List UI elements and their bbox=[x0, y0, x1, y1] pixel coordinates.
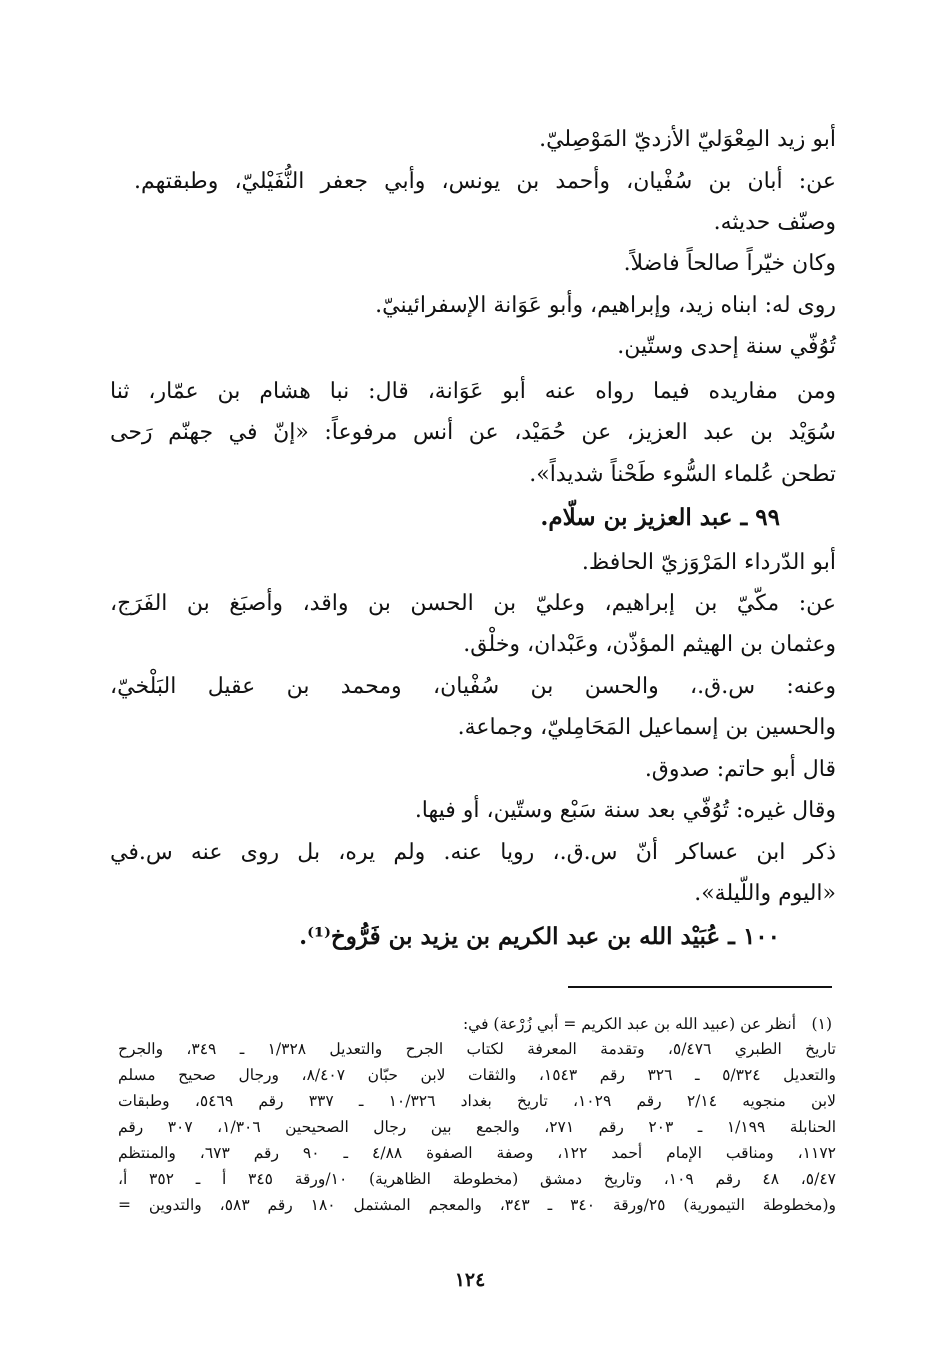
entry-heading: ٩٩ ـ عبد العزيز بن سلّام. bbox=[540, 504, 780, 531]
footnote-line: والتعديل ٥/٣٢٤ ـ ٣٢٦ رقم ١٥٤٣، والثقات لابن حبّان ٨/٤٠٧، ورجال صحيح مسلم bbox=[118, 1066, 836, 1084]
text-line: «اليوم واللّيلة». bbox=[694, 881, 836, 906]
footnote-line: أنظر عن (عبيد الله بن عبد الكريم = أبي زُرْعة) في: bbox=[462, 1015, 796, 1033]
entry-heading: ١٠٠ ـ عُبَيْد الله بن عبد الكريم بن يزيد بن فَرُّوخ⁽¹⁾. bbox=[299, 923, 780, 950]
footnote-line: و(مخطوطة التيمورية) ٢٥/ورقة ٣٤٠ ـ ٣٤٣، والمعجم المشتمل ١٨٠ رقم ٥٨٣، والتدوين = bbox=[118, 1196, 836, 1214]
text-line: ومن مفاريده فيما رواه عنه أبو عَوَانة، قال: نبا هشام بن عمّار، ثنا bbox=[110, 379, 836, 404]
text-line: تُوُفّي سنة إحدى وستّين. bbox=[617, 334, 836, 359]
text-line: أبو الدّرداء المَرْوَزيّ الحافظ. bbox=[581, 550, 836, 575]
text-line: والحسين بن إسماعيل المَحَامِليّ، وجماعة. bbox=[457, 715, 836, 740]
text-line: وكان خيّراً صالحاً فاضلاً. bbox=[623, 251, 836, 276]
text-line: وعنه: س.ق.، والحسن بن سُفْيان، ومحمد بن عقيل البَلْخيّ، bbox=[110, 674, 836, 699]
footnote-line: ٥/٤٧، ٤٨ رقم ١٠٩، وتاريخ دمشق (مخطوطة الظاهرية) ١٠/ورقة ٣٤٥ أ ـ ٣٥٢ أ، bbox=[118, 1170, 836, 1188]
text-line: أبو زيد المِعْوَليّ الأزديّ المَوْصِليّ. bbox=[539, 127, 836, 152]
footnote-line: تاريخ الطبري ٥/٤٧٦، وتقدمة المعرفة لكتاب الجرح والتعديل ١/٣٢٨ ـ ٣٤٩، والجرح bbox=[118, 1040, 836, 1058]
text-line: وقال غيره: تُوُفّي بعد سنة سَبْع وستّين، أو فيها. bbox=[414, 798, 836, 823]
footnote-rule bbox=[568, 986, 832, 988]
text-line: عن: أبان بن سُفْيان، وأحمد بن يونس، وأبي جعفر النُّفَيْليّ، وطبقتهم. bbox=[134, 169, 836, 194]
text-line: وصنّف حديثه. bbox=[713, 210, 836, 235]
text-line: روى له: ابناه زيد، وإبراهيم، وأبو عَوَانة الإسفرائينيّ. bbox=[375, 293, 836, 318]
text-line: سُوَيْد بن عبد العزيز، عن حُمَيْد، عن أنس مرفوعاً: «إنّ في جهنّم رَحى bbox=[110, 420, 836, 445]
footnote-line: الحنابلة ١/١٩٩ ـ ٢٠٣ رقم ٢٧١، والجمع بين رجال الصحيحين ١/٣٠٦، ٣٠٧ رقم bbox=[118, 1118, 836, 1136]
footnote-line: ١١٧٢، ومناقب الإمام أحمد ١٢٢، وصفة الصفوة ٤/٨٨ ـ ٩٠ رقم ٦٧٣، والمنتظم bbox=[118, 1144, 836, 1162]
text-line: تطحن عُلماء السُّوء طَحْناً شديداً». bbox=[529, 462, 836, 487]
footnote-marker: (١) bbox=[811, 1015, 832, 1033]
footnote-line: لابن منجويه ٢/١٤ رقم ١٠٢٩، تاريخ بغداد ١٠/٣٢٦ ـ ٣٣٧ رقم ٥٤٦٩، وطبقات bbox=[118, 1092, 836, 1110]
text-line: وعثمان بن الهيثم المؤذّن، وعَبْدان، وخلْق. bbox=[463, 632, 836, 657]
text-line: عن: مكّيّ بن إبراهيم، وعليّ بن الحسن بن واقد، وأصبَغ بن الفَرَج، bbox=[110, 591, 836, 616]
page-number: ١٢٤ bbox=[454, 1269, 486, 1291]
text-line: ذكر ابن عساكر أنّ س.ق.، رويا عنه. ولم يره، بل روى عنه س.في bbox=[110, 840, 836, 865]
text-line: قال أبو حاتم: صدوق. bbox=[644, 757, 836, 782]
